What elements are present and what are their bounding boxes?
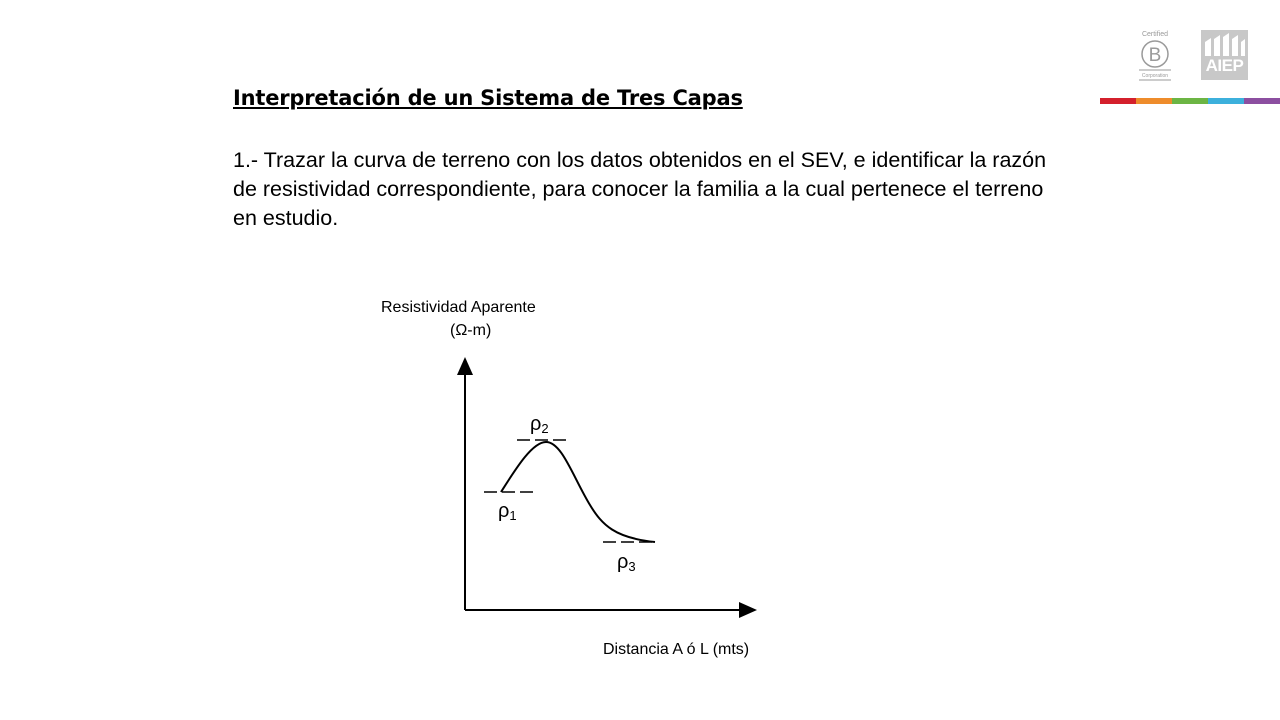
certified-letter: B (1148, 45, 1162, 66)
slide-title: Interpretación de un Sistema de Tres Capas (233, 86, 743, 110)
brand-color-bar (1100, 98, 1280, 104)
color-bar-red (1100, 98, 1136, 104)
certified-top-text: Certified (1141, 31, 1169, 38)
aiep-logo-text: AIEP (1205, 56, 1244, 75)
rho2-symbol: ρ (530, 413, 542, 435)
rho1-subscript: 1 (509, 508, 517, 523)
y-axis-label-line1: Resistividad Aparente (381, 299, 536, 316)
rho2-subscript: 2 (541, 421, 549, 436)
three-layer-curve-diagram (370, 285, 800, 675)
color-bar-purple (1244, 98, 1280, 104)
color-bar-green (1172, 98, 1208, 104)
aiep-building-icon (1201, 30, 1248, 58)
rho3-label (617, 551, 636, 574)
color-bar-orange (1136, 98, 1172, 104)
x-axis-arrow-icon (739, 602, 757, 618)
rho1-symbol: ρ (498, 500, 510, 522)
slide-paragraph: 1.- Trazar la curva de terreno con los datos obtenidos en el SEV, e identificar la razón de resistividad correspondiente, para conocer la familia a la cual pertenece el terreno en estudio. (233, 148, 1047, 230)
rho3-symbol: ρ (617, 551, 629, 573)
color-bar-blue (1208, 98, 1244, 104)
y-axis-label-line2: (Ω-m) (450, 322, 492, 339)
x-axis-label: Distancia A ó L (mts) (603, 641, 750, 658)
rho2-label (530, 413, 549, 436)
aiep-logo (1201, 30, 1248, 80)
b-corp-certified-logo (1131, 28, 1179, 82)
y-axis-arrow-icon (457, 357, 473, 375)
certified-bottom-text: Corporation (1141, 73, 1169, 79)
rho1-label (498, 500, 517, 523)
rho3-subscript: 3 (628, 559, 636, 574)
